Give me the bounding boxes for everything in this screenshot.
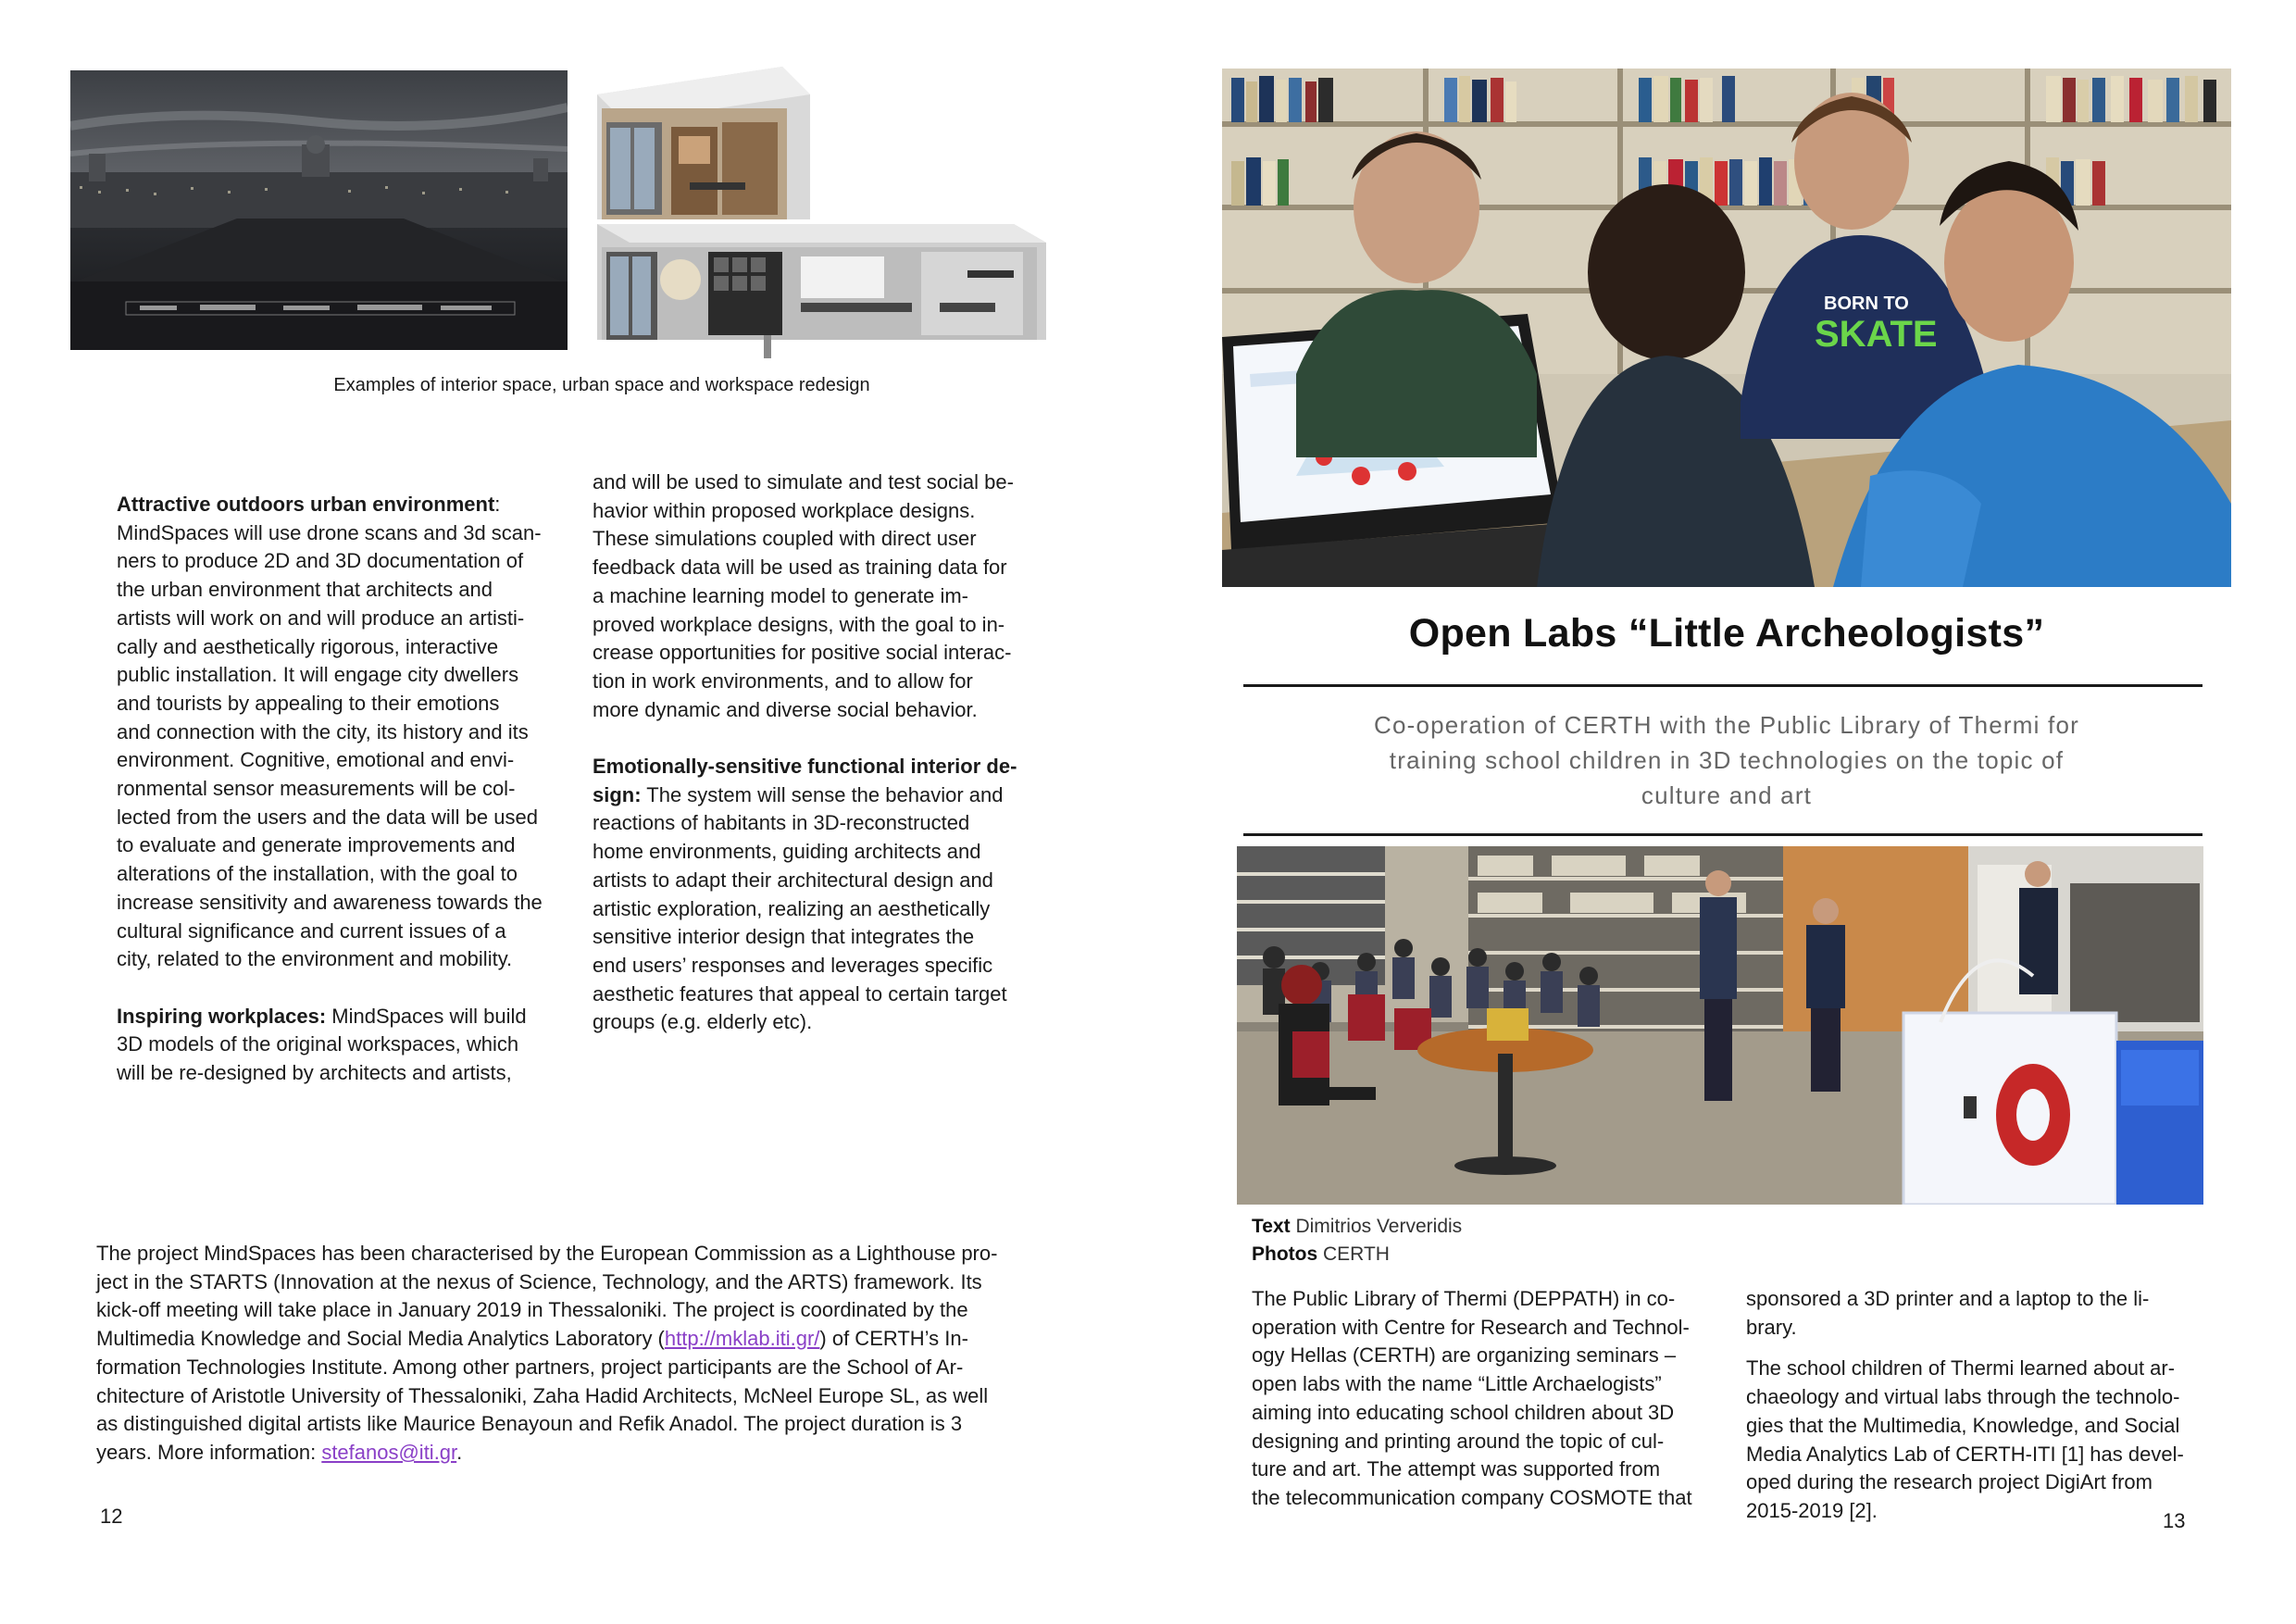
text-line: groups (e.g. elderly etc). bbox=[593, 1010, 813, 1034]
text-line: proved workplace designs, with the goal to in- bbox=[593, 612, 1005, 636]
text-line: chitecture of Aristotle University of Thessaloniki, Zaha Hadid Architects, McNeel Europe SL, as well bbox=[96, 1383, 989, 1407]
text-line: and tourists by appealing to their emotions bbox=[117, 691, 500, 715]
text-line: ners to produce 2D and 3D documentation of bbox=[117, 549, 524, 573]
text-line: city, related to the environment and mobility. bbox=[117, 947, 513, 971]
text-line: chaeology and virtual labs through the technolo- bbox=[1746, 1385, 2180, 1409]
text-line: The project MindSpaces has been characterised by the European Commission as a Lighthouse pro- bbox=[96, 1242, 998, 1265]
figure-caption: Examples of interior space, urban space and workspace redesign bbox=[333, 375, 870, 395]
text-line: public installation. It will engage city dwellers bbox=[117, 663, 519, 687]
left-column-1 bbox=[117, 491, 580, 1088]
heading-urban-environment: Attractive outdoors urban environment bbox=[117, 493, 495, 516]
text-line: a machine learning model to generate im- bbox=[593, 583, 969, 607]
page-number-right: 13 bbox=[2163, 1509, 2186, 1532]
paragraph-urban-body bbox=[117, 519, 580, 974]
email-link[interactable]: stefanos@iti.gr bbox=[321, 1440, 457, 1464]
text-line: artists will work on and will produce an artisti- bbox=[117, 606, 525, 630]
text-line: kick-off meeting will take place in January 2019 in Thessaloniki. The project is coordinated by the bbox=[96, 1298, 968, 1322]
children-laptop-photo bbox=[1222, 69, 2231, 587]
text-line: lected from the users and the data will be used bbox=[117, 805, 538, 829]
heading-workplaces: Inspiring workplaces: bbox=[117, 1004, 327, 1028]
text-line: 2015-2019 [2]. bbox=[1746, 1498, 1878, 1522]
text-line: open labs with the name “Little Archaelogists” bbox=[1252, 1372, 1662, 1396]
heading-interior-design: Emotionally-sensitive functional interior de- bbox=[593, 755, 1017, 779]
text-line: the urban environment that architects and bbox=[117, 578, 493, 602]
text-line: feedback data will be used as training data for bbox=[593, 556, 1007, 580]
text-line: will be re-designed by architects and artists, bbox=[117, 1061, 512, 1085]
mklab-link[interactable]: http://mklab.iti.gr/ bbox=[664, 1327, 820, 1351]
text-line: oped during the research project DigiArt from bbox=[1746, 1470, 2152, 1494]
title-rule-top bbox=[1243, 684, 2202, 687]
text-line: gies that the Multimedia, Knowledge, and Social bbox=[1746, 1413, 2180, 1437]
text-line: crease opportunities for positive social interac- bbox=[593, 641, 1012, 665]
text-line: sponsored a 3D printer and a laptop to the li- bbox=[1746, 1287, 2150, 1310]
text-line: aiming into educating school children about 3D bbox=[1252, 1400, 1675, 1424]
interior-space-image bbox=[579, 57, 1069, 363]
text-line: reactions of habitants in 3D-reconstructed bbox=[593, 811, 970, 835]
library-seminar-photo bbox=[1237, 846, 2203, 1205]
paragraph-workplaces: Inspiring workplaces: MindSpaces will build bbox=[117, 1004, 527, 1028]
text-line: ture and art. The attempt was supported from bbox=[1252, 1457, 1661, 1481]
text-line: MindSpaces will use drone scans and 3d scan- bbox=[117, 520, 542, 544]
page-number-left: 12 bbox=[100, 1505, 123, 1528]
text-line: environment. Cognitive, emotional and envi- bbox=[117, 748, 515, 772]
text-line: to evaluate and generate improvements and bbox=[117, 833, 516, 857]
text-line: as distinguished digital artists like Maurice Benayoun and Refik Anadol. The project duration is 3 bbox=[96, 1412, 963, 1436]
text-line: artistic exploration, realizing an aesthetically bbox=[593, 896, 991, 920]
article-credits: Text Dimitrios Ververidis Photos CERTH bbox=[1252, 1216, 1463, 1265]
paragraph-workplaces-body bbox=[117, 1031, 580, 1087]
paragraph-simulation bbox=[593, 468, 1055, 724]
text-line: aesthetic features that appeal to certain target bbox=[593, 981, 1007, 1006]
text-line: more dynamic and diverse social behavior. bbox=[593, 697, 978, 721]
text-line: tion in work environments, and to allow for bbox=[593, 668, 973, 693]
text-line: and will be used to simulate and test social be- bbox=[593, 470, 1014, 493]
text-line: sensitive interior design that integrates the bbox=[593, 925, 975, 949]
text-line: ronmental sensor measurements will be col- bbox=[117, 777, 516, 801]
text-line: and connection with the city, its history and its bbox=[117, 719, 529, 743]
text-line: ogy Hellas (CERTH) are organizing seminars – bbox=[1252, 1343, 1677, 1368]
text-line: operation with Centre for Research and Technol- bbox=[1252, 1315, 1690, 1339]
paragraph-interior-first: sign: The system will sense the behavior and bbox=[593, 782, 1004, 806]
urban-space-image bbox=[70, 70, 568, 350]
right-column-2 bbox=[1746, 1285, 2227, 1526]
text-line: cally and aesthetically rigorous, interactive bbox=[117, 634, 499, 658]
project-summary: The project MindSpaces has been characterised by the European Commission as a Lighthouse pro- ject in the STARTS (Innovation at the nexus of Science, Technology, and the ARTS) framework. Its kick-off meeting will take place in January 2019 in Thessaloniki. The project is coordinated by the Multimedia Knowledge and Social Media Analytics Laboratory (http://mklab.iti.gr/) of CERTH’s In- formation Technologies Institute. Among other partners, project participants are the School of Ar- chitecture of Aristotle University of Thessaloniki, Zaha Hadid Architects, McNeel Europe SL, as well as distinguished digital artists like Maurice Benayoun and Refik Anadol. The project duration is 3 years. More information: stefanos@iti.gr. bbox=[96, 1240, 1078, 1468]
right-column-1 bbox=[1252, 1285, 1742, 1513]
text-line: The school children of Thermi learned about ar- bbox=[1746, 1356, 2176, 1380]
text-line: The Public Library of Thermi (DEPPATH) in co- bbox=[1252, 1287, 1676, 1310]
text-line: designing and printing around the topic of cul- bbox=[1252, 1429, 1665, 1453]
text-line: alterations of the installation, with the goal to bbox=[117, 862, 518, 886]
text-line: end users’ responses and leverages specific bbox=[593, 953, 993, 977]
title-rule-bottom bbox=[1243, 833, 2202, 836]
text-line: home environments, guiding architects and bbox=[593, 840, 981, 864]
text-line: formation Technologies Institute. Among other partners, project participants are the School of Ar- bbox=[96, 1355, 964, 1379]
text-line: increase sensitivity and awareness towards the bbox=[117, 890, 543, 914]
text-line: havior within proposed workplace designs. bbox=[593, 498, 976, 522]
left-column-2 bbox=[593, 468, 1055, 1037]
article-subtitle: Co-operation of CERTH with the Public Library of Thermi for training school children in 3D technologies on the topic of culture and art bbox=[1373, 711, 2079, 809]
article-title: Open Labs “Little Archeologists” bbox=[1408, 611, 2045, 656]
paragraph-urban-environment: Attractive outdoors urban environment: bbox=[117, 493, 501, 516]
text-line: the telecommunication company COSMOTE that bbox=[1252, 1485, 1692, 1509]
text-line: ject in the STARTS (Innovation at the nexus of Science, Technology, and the ARTS) framework. Its bbox=[96, 1269, 982, 1293]
shirt-text-2: SKATE bbox=[1815, 314, 1938, 355]
shirt-text-1: BORN TO bbox=[1824, 294, 1909, 314]
text-line: cultural significance and current issues of a bbox=[117, 918, 506, 943]
text-line: artists to adapt their architectural design and bbox=[593, 868, 993, 892]
text-line: brary. bbox=[1746, 1315, 1797, 1339]
text-line: These simulations coupled with direct user bbox=[593, 527, 977, 551]
paragraph-interior-body bbox=[593, 809, 1055, 1037]
text-line: 3D models of the original workspaces, which bbox=[117, 1032, 519, 1056]
text-line: Media Analytics Lab of CERTH-ITI [1] has devel- bbox=[1746, 1442, 2184, 1466]
